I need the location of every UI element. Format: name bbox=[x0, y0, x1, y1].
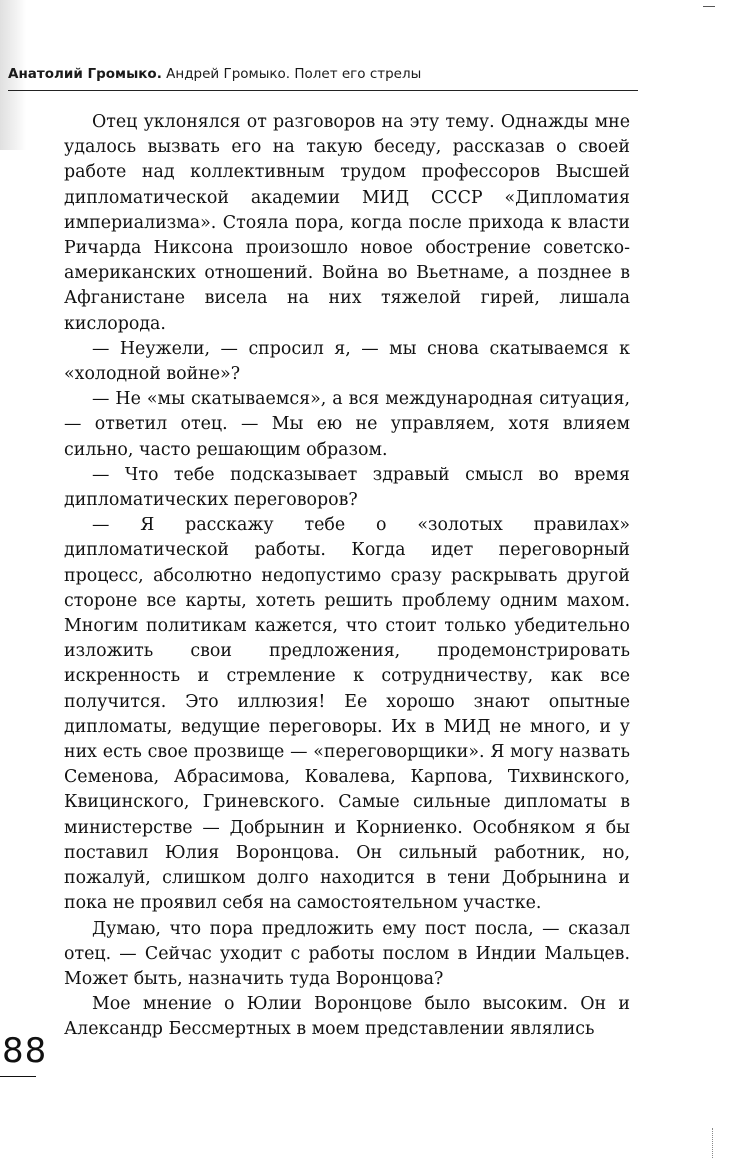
page-number-rule bbox=[0, 1076, 36, 1077]
paragraph: — Я расскажу тебе о «золотых правилах» дипломатической работы. Когда идет переговорный процесс, абсолютно недопустимо сразу раскрывать другой стороне все карты, хотеть решить проблему одним махом. Многим политикам кажется, что стоит только убедительно изложить свои предложения, продемонстрировать искренность и стремление к сотрудничеству, как все получится. Это иллюзия! Ее хорошо знают опытные дипломаты, ведущие переговоры. Их в МИД не много, и у них есть свое прозвище — «переговорщики». Я могу назвать Семенова, Абрасимова, Ковалева, Карпова, Тихвинского, Квицинского, Гриневского. Самые сильные дипломаты в министерстве — Добрынин и Корниенко. Особняком я бы поставил Юлия Воронцова. Он сильный работник, но, пожалуй, слишком долго находится в тени Добрынина и пока не проявил себя на самостоятельном участке. bbox=[64, 515, 630, 914]
paragraph: Мое мнение о Юлии Воронцове было высоким. Он и Александр Бессмертных в моем представлении являлись bbox=[64, 994, 630, 1040]
paragraph: — Неужели, — спросил я, — мы снова скатываемся к «холодной войне»? bbox=[64, 338, 630, 385]
edge-ticks bbox=[712, 1128, 714, 1158]
page-number: 88 bbox=[2, 1031, 48, 1071]
running-head bbox=[8, 66, 608, 82]
corner-mark bbox=[703, 6, 715, 7]
paragraph: Думаю, что пора предложить ему пост посла, — сказал отец. — Сейчас уходит с работы послом в Индии Мальцев. Может быть, назначить туда Воронцова? bbox=[64, 918, 630, 989]
paragraph: — Не «мы скатываемся», а вся международная ситуация, — ответил отец. — Мы ею не управляем, хотя влияем сильно, часто решающим образом. bbox=[64, 389, 630, 460]
running-head-author: Анатолий Громыко. bbox=[8, 66, 162, 82]
paragraph: — Что тебе подсказывает здравый смысл во время дипломатических переговоров? bbox=[64, 464, 630, 511]
running-head-title: Андрей Громыко. Полет его стрелы bbox=[166, 66, 422, 82]
body-text bbox=[64, 110, 630, 1043]
header-rule bbox=[8, 90, 638, 91]
paragraph: Отец уклонялся от разговоров на эту тему. Однажды мне удалось вызвать его на такую беседу, рассказав о своей работе над коллективным трудом профессоров Высшей дипломатической академии МИД СССР «Дипломатия империализма». Стояла пора, когда после прихода к власти Ричарда Никсона произошло новое обострение советско-американских отношений. Война во Вьетнаме, а позднее в Афганистане висела на них тяжелой гирей, лишала кислорода. bbox=[64, 112, 630, 334]
